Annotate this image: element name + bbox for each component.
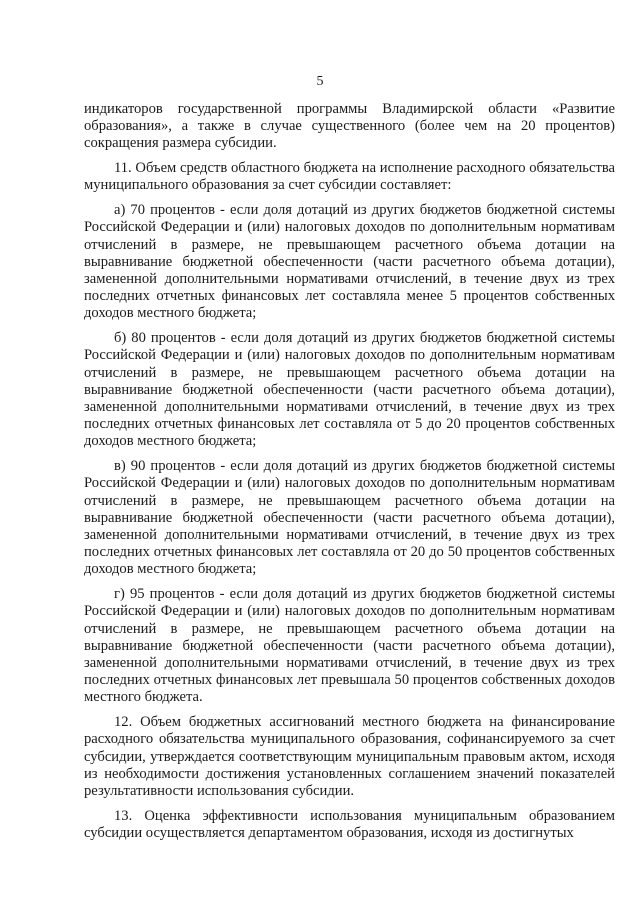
paragraph-item-11: 11. Объем средств областного бюджета на исполнение расходного обязательства муниципального образования за счет субсидии составляет: (84, 160, 615, 194)
paragraph-continuation: индикаторов государственной программы Владимирской области «Развитие образования», а также в случае существенного (более чем на 20 процентов) сокращения размера субсидии. (84, 101, 615, 152)
paragraph-subitem-v: в) 90 процентов - если доля дотаций из других бюджетов бюджетной системы Российской Федерации и (или) налоговых доходов по дополнительным нормативам отчислений в размере, не превышающем расчетного объема дотации на выравнивание бюджетной обеспеченности (части расчетного объема дотации), замененной дополнительными нормативами отчислений, в течение двух из трех последних отчетных финансовых лет составляла от 20 до 50 процентов собственных доходов местного бюджета; (84, 458, 615, 578)
paragraph-subitem-a: а) 70 процентов - если доля дотаций из других бюджетов бюджетной системы Российской Федерации и (или) налоговых доходов по дополнительным нормативам отчислений в размере, не превышающем расчетного объема дотации на выравнивание бюджетной обеспеченности (части расчетного объема дотации), замененной дополнительными нормативами отчислений, в течение двух из трех последних отчетных финансовых лет составляла менее 5 процентов собственных доходов местного бюджета; (84, 202, 615, 322)
paragraph-item-12: 12. Объем бюджетных ассигнований местного бюджета на финансирование расходного обязательства муниципального образования, софинансируемого за счет субсидии, утверждается соответствующим муниципальным правовым актом, исходя из необходимости достижения установленных соглашением значений показателей результативности использования субсидии. (84, 714, 615, 800)
paragraph-subitem-g: г) 95 процентов - если доля дотаций из других бюджетов бюджетной системы Российской Федерации и (или) налоговых доходов по дополнительным нормативам отчислений в размере, не превышающем расчетного объема дотации на выравнивание бюджетной обеспеченности (части расчетного объема дотации), замененной дополнительными нормативами отчислений, в течение двух из трех последних отчетных финансовых лет превышала 50 процентов собственных доходов местного бюджета. (84, 586, 615, 706)
paragraph-subitem-b: б) 80 процентов - если доля дотаций из других бюджетов бюджетной системы Российской Федерации и (или) налоговых доходов по дополнительным нормативам отчислений в размере, не превышающем расчетного объема дотации на выравнивание бюджетной обеспеченности (части расчетного объема дотации), замененной дополнительными нормативами отчислений, в течение двух из трех последних отчетных финансовых лет составляла от 5 до 20 процентов собственных доходов местного бюджета; (84, 330, 615, 450)
page-number: 5 (316, 74, 324, 89)
document-body (84, 101, 615, 842)
paragraph-item-13: 13. Оценка эффективности использования муниципальным образованием субсидии осуществляется департаментом образования, исходя из достигнутых (84, 807, 615, 842)
